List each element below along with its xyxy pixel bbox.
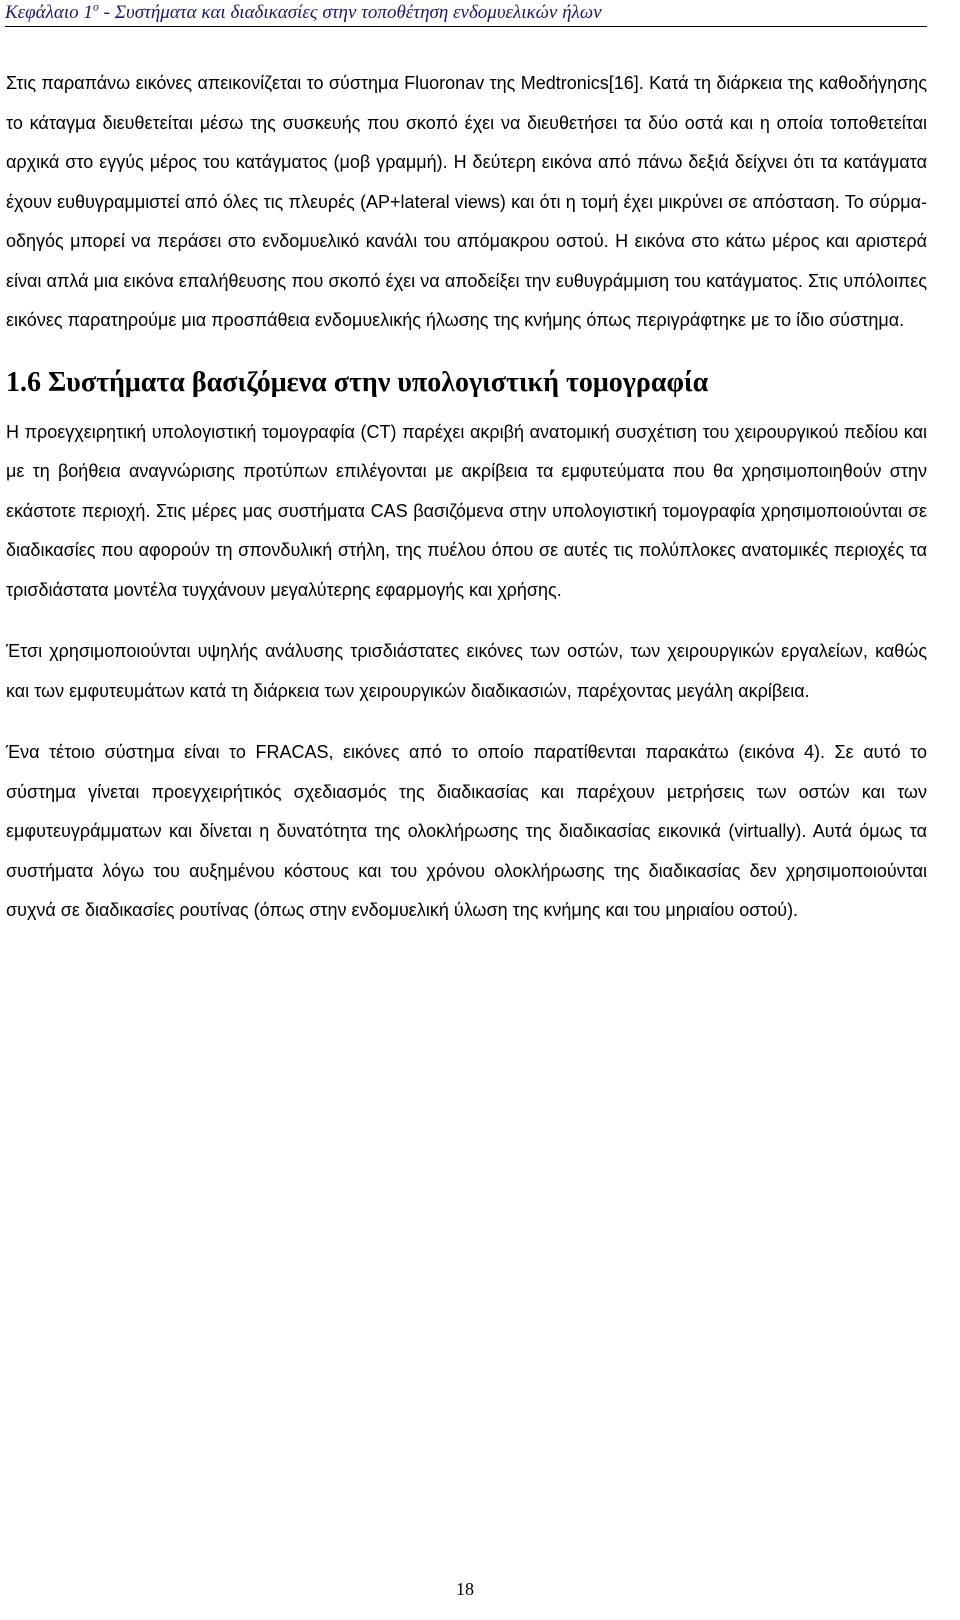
paragraph-3d-images: Έτσι χρησιμοποιούνται υψηλής ανάλυσης τρισδιάστατες εικόνες των οστών, των χειρουργικών εργαλείων, καθώς και των εμφυτευμάτων κατά τη διάρκεια των χειρουργικών διαδικασιών, παρέχοντας μεγάλη ακρίβεια. [6, 641, 927, 701]
header-chapter-title: - Συστήματα και διαδικασίες στην τοποθέτηση ενδομυελικών ήλων [98, 2, 602, 23]
header-chapter-prefix: Κεφάλαιο 1 [5, 2, 93, 23]
header-chapter-superscript: ο [92, 0, 99, 14]
page-body [6, 64, 927, 931]
running-header [5, 2, 925, 24]
page-number: 18 [456, 1579, 474, 1599]
section-heading: 1.6 Συστήματα βασιζόμενα στην υπολογιστική τομογραφία [6, 366, 709, 398]
paragraph-fracas: Ένα τέτοιο σύστημα είναι το FRACAS, εικόνες από το οποίο παρατίθενται παρακάτω (εικόνα 4). Σε αυτό το σύστημα γίνεται προεγχειρήτικός σχεδιασμός της διαδικασίας και παρέχουν μετρήσεις των οστών και των εμφυτευγράμματων και δίνεται η δυνατότητα της ολοκλήρωσης της διαδικασίας εικονικά (virtually). Αυτά όμως τα συστήματα λόγω του αυξημένου κόστους και του χρόνου ολοκλήρωσης της διαδικασίας δεν χρησιμοποιούνται συχνά σε διαδικασίες ρουτίνας (όπως στην ενδομυελική ύλωση της κνήμης και του μηριαίου οστού). [6, 742, 927, 920]
header-rule [5, 26, 927, 27]
paragraph-ct: Η προεγχειρητική υπολογιστική τομογραφία (CT) παρέχει ακριβή ανατομική συσχέτιση του χειρουργικού πεδίου και με τη βοήθεια αναγνώρισης προτύπων επιλέγονται με ακρίβεια τα εμφυτεύματα που θα χρησιμοποιηθούν στην εκάστοτε περιοχή. Στις μέρες μας συστήματα CAS βασιζόμενα στην υπολογιστική τομογραφία χρησιμοποιούνται σε διαδικασίες που αφορούν τη σπονδυλική στήλη, της πυέλου όπου σε αυτές τις πολύπλοκες ανατομικές περιοχές τα τρισδιάστατα μοντέλα τυγχάνουν μεγαλύτερης εφαρμογής και χρήσης. [6, 421, 927, 600]
paragraph-fluoronav: Στις παραπάνω εικόνες απεικονίζεται το σύστημα Fluoronav της Medtronics[16]. Κατά τη διάρκεια της καθοδήγησης το κάταγμα διευθετείται μέσω της συσκευής που σκοπό έχει να διευθετήσει τα δύο οστά και η οποία τοποθετείται αρχικά στο εγγύς μέρος του κατάγματος (μοβ γραμμή). Η δεύτερη εικόνα από πάνω δεξιά δείχνει ότι τα κατάγματα έχουν ευθυγραμμιστεί από όλες τις πλευρές (AP+lateral views) και ότι η τομή έχει μικρύνει σε απόσταση. Το σύρμα-οδηγός μπορεί να περάσει στο ενδομυελικό κανάλι του απόμακρου οστού. Η εικόνα στο κάτω μέρος και αριστερά είναι απλά μια εικόνα επαλήθευσης που σκοπό έχει να αποδείξει την ευθυγράμμιση του κατάγματος. Στις υπόλοιπες εικόνες παρατηρούμε μια προσπάθεια ενδομυελικής ήλωσης της κνήμης όπως περιγράφτηκε με το ίδιο σύστημα. [6, 73, 927, 330]
